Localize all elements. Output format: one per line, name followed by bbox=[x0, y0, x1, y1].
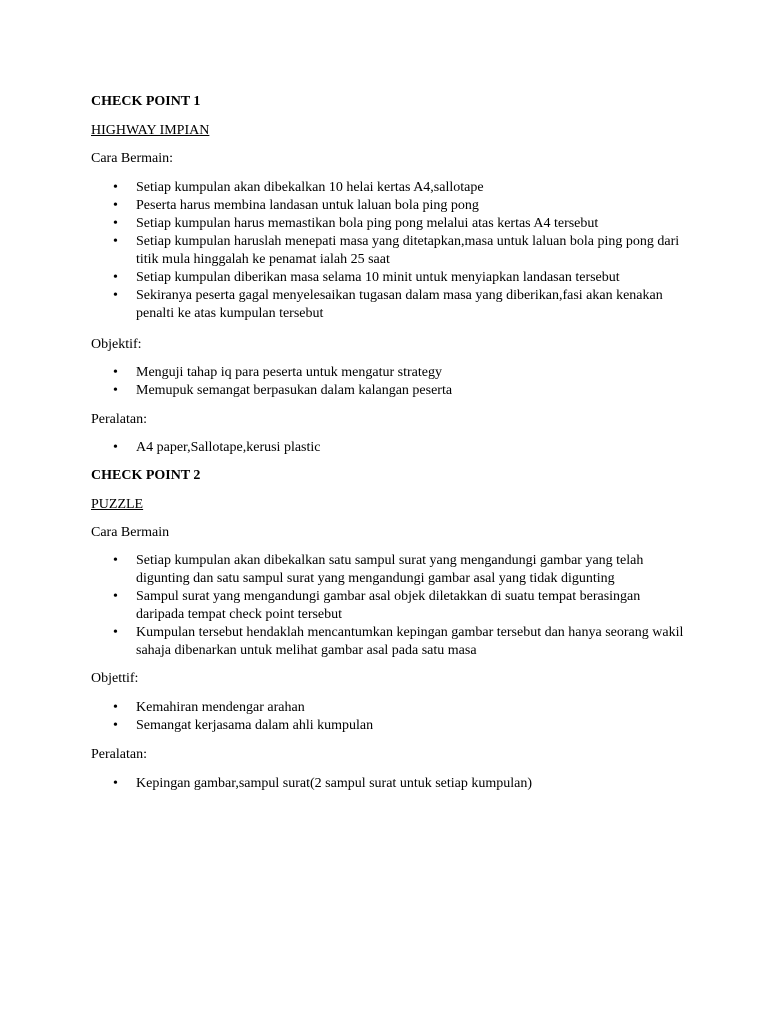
bullet-icon: • bbox=[113, 440, 118, 455]
bullet-icon: • bbox=[113, 625, 118, 640]
bullet-icon: • bbox=[113, 216, 118, 231]
check-point-2-heading: CHECK POINT 2 bbox=[91, 468, 201, 483]
cara-bermain-label: Cara Bermain: bbox=[91, 151, 174, 166]
check-point-1-title: HIGHWAY IMPIAN bbox=[91, 123, 210, 138]
bullet-icon: • bbox=[113, 718, 118, 733]
list-item: • Kepingan gambar,sampul surat(2 sampul surat untuk setiap kumpulan) bbox=[113, 776, 533, 791]
bullet-icon: • bbox=[113, 700, 118, 715]
list-item: • Setiap kumpulan akan dibekalkan satu sampul surat yang mengandungi gambar yang telah digunting dan satu sampul surat yang mengandungi gambar asal yang tidak digunting bbox=[113, 553, 644, 586]
bullet-icon: • bbox=[113, 270, 118, 285]
bullet-icon: • bbox=[113, 553, 118, 568]
list-item: • Semangat kerjasama dalam ahli kumpulan bbox=[113, 718, 374, 733]
bullet-icon: • bbox=[113, 383, 118, 398]
bullet-icon: • bbox=[113, 198, 118, 213]
objektif-label: Objettif: bbox=[91, 671, 139, 686]
bullet-icon: • bbox=[113, 365, 118, 380]
list-item: • Sampul surat yang mengandungi gambar asal objek diletakkan di suatu tempat berasingan daripada tempat check point tersebut bbox=[113, 589, 641, 622]
bullet-icon: • bbox=[113, 776, 118, 791]
cara-bermain-list bbox=[91, 552, 691, 660]
list-item: • Memupuk semangat berpasukan dalam kalangan peserta bbox=[113, 383, 453, 398]
bullet-icon: • bbox=[113, 234, 118, 249]
list-item: • Menguji tahap iq para peserta untuk mengatur strategy bbox=[113, 365, 442, 380]
list-item: • Sekiranya peserta gagal menyelesaikan tugasan dalam masa yang diberikan,fasi akan kenakan penalti ke atas kumpulan tersebut bbox=[113, 288, 663, 321]
objektif-list bbox=[91, 364, 691, 400]
list-item: • Kumpulan tersebut hendaklah mencantumkan kepingan gambar tersebut dan hanya seorang wakil sahaja dibenarkan untuk melihat gambar asal pada satu masa bbox=[113, 625, 684, 658]
peralatan-list bbox=[91, 775, 691, 793]
list-item: • Kemahiran mendengar arahan bbox=[113, 700, 305, 715]
list-item: • Setiap kumpulan harus memastikan bola ping pong melalui atas kertas A4 tersebut bbox=[113, 216, 599, 231]
bullet-icon: • bbox=[113, 180, 118, 195]
list-item: • Peserta harus membina landasan untuk laluan bola ping pong bbox=[113, 198, 479, 213]
list-item: • Setiap kumpulan akan dibekalkan 10 helai kertas A4,sallotape bbox=[113, 180, 484, 195]
bullet-icon: • bbox=[113, 589, 118, 604]
peralatan-label: Peralatan: bbox=[91, 747, 147, 762]
list-item: • A4 paper,Sallotape,kerusi plastic bbox=[113, 440, 321, 455]
peralatan-list bbox=[91, 439, 691, 457]
check-point-1-heading: CHECK POINT 1 bbox=[91, 94, 201, 109]
objektif-list bbox=[91, 699, 691, 735]
check-point-2-title: PUZZLE bbox=[91, 497, 144, 512]
cara-bermain-label: Cara Bermain bbox=[91, 525, 170, 540]
cara-bermain-list bbox=[91, 179, 691, 323]
peralatan-label: Peralatan: bbox=[91, 412, 147, 427]
list-item: • Setiap kumpulan haruslah menepati masa yang ditetapkan,masa untuk laluan bola ping pong dari titik mula hinggalah ke penamat ialah 25 saat bbox=[113, 234, 680, 267]
objektif-label: Objektif: bbox=[91, 337, 142, 352]
list-item: • Setiap kumpulan diberikan masa selama 10 minit untuk menyiapkan landasan tersebut bbox=[113, 270, 620, 285]
bullet-icon: • bbox=[113, 288, 118, 303]
